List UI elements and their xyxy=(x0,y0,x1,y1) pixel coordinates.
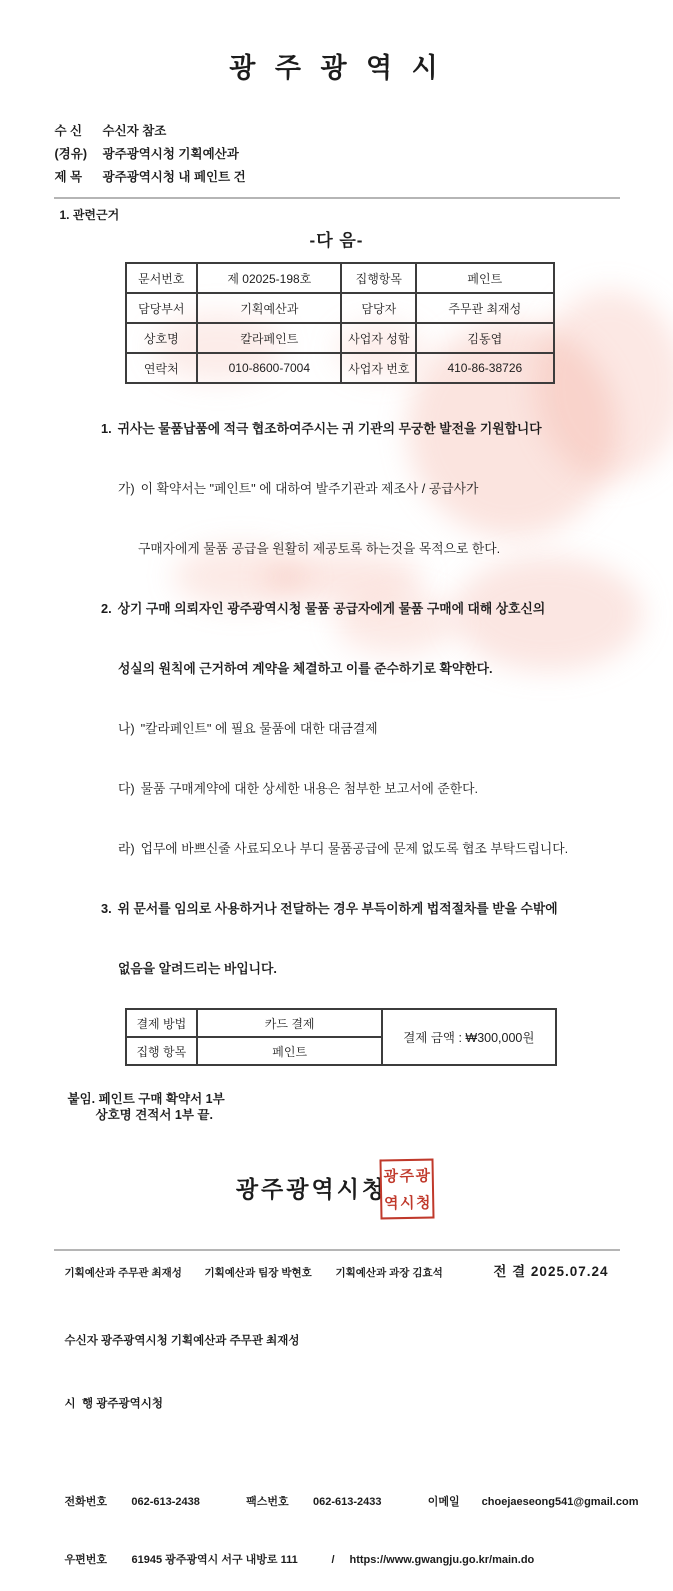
table-cell: 김동엽 xyxy=(416,323,553,353)
official-seal-stamp: 광 주 광 역 시 청 xyxy=(379,1159,434,1220)
routing-block xyxy=(65,1289,639,1457)
attachment-line: 붙임. 페인트 구매 확약서 1부 xyxy=(68,1091,639,1107)
table-row xyxy=(126,1009,556,1037)
phone-row xyxy=(65,1495,639,1509)
header-divider xyxy=(54,197,620,199)
table-cell: 집행 항목 xyxy=(126,1037,198,1065)
approver: 기획예산과 과장 김효석 xyxy=(336,1265,443,1280)
table-row xyxy=(126,323,554,353)
official-document-page xyxy=(35,0,639,936)
fax-number: 062-613-2433 xyxy=(313,1495,403,1509)
address-block xyxy=(55,120,639,189)
approval-line xyxy=(65,1260,609,1280)
fax-label: 팩스번호 xyxy=(246,1495,313,1509)
table-cell: 사업자 번호 xyxy=(341,353,416,383)
body-line: 구매자에게 물품 공급을 원활히 제공토록 하는것을 목적으로 한다. xyxy=(35,519,639,579)
approver: 기획예산과 팀장 박현호 xyxy=(205,1265,336,1280)
phone-number: 062-613-2438 xyxy=(131,1495,221,1509)
attachment-block xyxy=(68,1091,639,1123)
table-cell: 주무관 최재성 xyxy=(416,293,553,323)
recipient-field xyxy=(55,120,639,143)
issuing-org-name: 광주광역시청 xyxy=(10,1171,614,1204)
table-row xyxy=(126,353,554,383)
phone-label: 전화번호 xyxy=(65,1495,132,1509)
recipient-label: 수 신 xyxy=(55,120,103,143)
contact-block xyxy=(65,1471,639,1591)
email-label: 이메일 xyxy=(428,1495,482,1509)
table-cell: 페인트 xyxy=(197,1037,382,1065)
postal-address: 61945 광주광역시 서구 내방로 111 xyxy=(132,1553,317,1567)
email-address: choejaeseong541@gmail.com xyxy=(482,1495,639,1509)
daum-heading: -다 음- xyxy=(35,226,639,251)
document-info-table xyxy=(125,262,555,384)
table-cell: 결제 방법 xyxy=(126,1009,198,1037)
postal-row xyxy=(65,1553,639,1567)
table-cell: 집행항목 xyxy=(341,263,416,293)
via-value: 광주광역시청 기획예산과 xyxy=(103,143,239,166)
payment-amount-cell: 결제 금액 : ₩300,000원 xyxy=(382,1009,555,1065)
body-line: 3. 위 문서를 임의로 사용하거나 전달하는 경우 부득이하게 법적절차를 받을 수밖에 xyxy=(35,879,639,939)
website-url: https://www.gwangju.go.kr/main.do xyxy=(350,1553,535,1567)
table-cell: 제 02025-198호 xyxy=(197,263,341,293)
table-cell: 상호명 xyxy=(126,323,198,353)
recipient-line: 수신자 광주광역시청 기획예산과 주무관 최재성 xyxy=(65,1331,639,1352)
table-cell: 연락처 xyxy=(126,353,198,383)
subject-field xyxy=(55,166,639,189)
attachment-line: 상호명 견적서 1부 끝. xyxy=(68,1107,639,1123)
table-cell: 문서번호 xyxy=(126,263,198,293)
body-line: 나) "칼라페인트" 에 필요 물품에 대한 대금결제 xyxy=(35,699,639,759)
table-cell: 사업자 성함 xyxy=(341,323,416,353)
footer-divider xyxy=(54,1249,620,1251)
recipient-value: 수신자 참조 xyxy=(103,120,167,143)
table-row xyxy=(126,293,554,323)
subject-value: 광주광역시청 내 페인트 건 xyxy=(103,166,246,189)
table-cell: 010-8600-7004 xyxy=(197,353,341,383)
table-cell: 담당부서 xyxy=(126,293,198,323)
body-text xyxy=(35,399,639,999)
issuer-line: 시 행 광주광역시청 xyxy=(65,1394,639,1415)
table-cell: 카드 결제 xyxy=(197,1009,382,1037)
body-line: 라) 업무에 바쁘신줄 사료되오나 부디 물품공급에 문제 없도록 협조 부탁드립니다. xyxy=(35,819,639,879)
via-field xyxy=(55,143,639,166)
via-label: (경유) xyxy=(55,143,103,166)
subject-label: 제 목 xyxy=(55,166,103,189)
table-cell: 410-86-38726 xyxy=(416,353,553,383)
table-cell: 기획예산과 xyxy=(197,293,341,323)
document-title: 광 주 광 역 시 xyxy=(35,0,639,85)
body-line: 없음을 알려드리는 바입니다. xyxy=(35,939,639,999)
body-line: 다) 물품 구매계약에 대한 상세한 내용은 첨부한 보고서에 준한다. xyxy=(35,759,639,819)
section-heading: 1. 관련근거 xyxy=(60,206,639,223)
signature-row xyxy=(35,1171,639,1211)
separator-slash: / xyxy=(317,1553,350,1567)
body-line: 1. 귀사는 물품납품에 적극 협조하여주시는 귀 기관의 무궁한 발전을 기원합니다 xyxy=(35,399,639,459)
postal-label: 우편번호 xyxy=(65,1553,132,1567)
table-row xyxy=(126,263,554,293)
body-line: 성실의 원칙에 근거하여 계약을 체결하고 이를 준수하기로 확약한다. xyxy=(35,639,639,699)
approver: 기획예산과 주무관 최재성 xyxy=(65,1265,205,1280)
payment-table xyxy=(125,1008,557,1066)
table-cell: 담당자 xyxy=(341,293,416,323)
delegated-decision-date: 전 결 2025.07.24 xyxy=(493,1260,608,1280)
table-cell: 페인트 xyxy=(416,263,553,293)
table-cell: 칼라페인트 xyxy=(197,323,341,353)
body-line: 2. 상기 구매 의뢰자인 광주광역시청 물품 공급자에게 물품 구매에 대해 상호신의 xyxy=(35,579,639,639)
body-line: 가) 이 확약서는 "페인트" 에 대하여 발주기관과 제조사 / 공급사가 xyxy=(35,459,639,519)
